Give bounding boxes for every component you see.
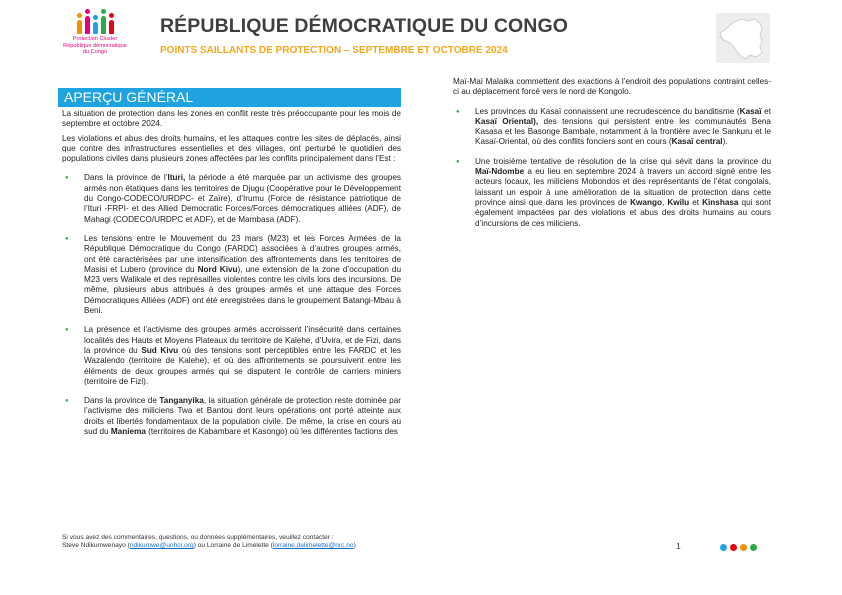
- province-kasai: Kasaï: [739, 106, 762, 116]
- dot-blue-icon: [720, 544, 727, 551]
- text: Les tensions entre le Mouvement du 23 mars (M23) et les Forces Armées de la République Démocratique du Congo (FARDC) associées à d’autres groupes armés, ont été caractérisées par une intensification des affrontements dans les territoires de Masisi et Lubero (province du: [84, 233, 401, 274]
- text: ,: [661, 197, 668, 207]
- drc-map-icon: [716, 13, 770, 63]
- intro-paragraph: La situation de protection dans les zones en conflit reste très préoccupante pour les mois de septembre et octobre 2024.: [62, 109, 401, 129]
- people-figures-icon: [62, 12, 128, 34]
- bullet-nord-kivu: [62, 234, 401, 316]
- text: a eu lieu en septembre 2024 à travers un accord signé entre les acteurs locaux, les miliciens Mobondos et des représentants de l’état congolais, laissant un espoir à une amélioration de la situation de protection dans cette province ainsi que dans les provinces de: [475, 167, 771, 207]
- logo-line-3: du Congo: [82, 49, 108, 56]
- continuation-paragraph: Maï-Maï Malaika commettent des exactions à l’endroit des populations contraint celles-ci au déplacement forcé vers le nord de Kongolo.: [453, 77, 771, 97]
- left-column: [62, 109, 401, 437]
- text: Dans la province de l’: [84, 173, 168, 183]
- dot-red-icon: [730, 544, 737, 551]
- left-bullet-list: [62, 173, 401, 437]
- text: Les provinces du Kasaï connaissent une recrudescence du banditisme (: [475, 106, 740, 116]
- bullet-mai-ndombe: [453, 157, 771, 229]
- right-column: [453, 77, 771, 229]
- text: ).: [722, 137, 728, 147]
- figure-red: [109, 20, 114, 34]
- brand-dots: [720, 544, 757, 551]
- section-heading: APERÇU GÉNÉRAL: [58, 88, 401, 106]
- right-bullet-list: [453, 107, 771, 229]
- text: ): [353, 542, 356, 550]
- province-nord-kivu: Nord Kivu: [197, 264, 238, 274]
- dot-green-icon: [750, 544, 757, 551]
- logo-line-2: République démocratique: [63, 42, 127, 49]
- text: et: [761, 106, 771, 116]
- text: Dans la province de: [84, 396, 160, 406]
- text: (territoires de Kabambare et Kasongo) où les différentes factions des: [145, 427, 398, 437]
- province-kinshasa: Kinshasa: [702, 197, 739, 207]
- text: Steve Ndikumwenayo (: [62, 542, 130, 550]
- bullet-ituri: [62, 173, 401, 224]
- figure-blue: [93, 22, 98, 34]
- violations-paragraph: Les violations et abus des droits humains, et les attaques contre les sites de déplacés, ainsi que contre des infrastructures essentielles et des villages, ont perturbé le quotidien des populations civiles dans plusieurs zones affectées par les conflits principalement dans l’Est :: [62, 133, 401, 164]
- text: qui sont également impactées par des violations et abus des droits humains au cours d’incursions de ces miliciens.: [475, 197, 771, 228]
- figure-orange: [77, 20, 82, 34]
- figure-green: [101, 16, 106, 34]
- footer-line-1: Si vous avez des commentaires, questions, ou données supplémentaires, veuillez contacter :: [62, 534, 334, 541]
- footer-line-2: [62, 542, 356, 550]
- text: et: [689, 197, 703, 207]
- contact-footer: [62, 534, 356, 551]
- text: Une troisième tentative de résolution de la crise qui sévit dans la province du: [475, 156, 771, 166]
- bullet-kasai: [453, 107, 771, 148]
- province-ituri: Ituri,: [167, 173, 186, 183]
- bullet-tanganyika: [62, 396, 401, 437]
- logo-text: [62, 36, 128, 56]
- text: ), une extension de la zone d’occupation du M23 vers Walikale et des représailles violentes contre les civils lors des incursions. De même, plusieurs abus attribués à des groupes armés et une attaque des Forces Démocratiques Alliées (ADF) ont été enregistrées dans le groupement Batangi-Mbau à Beni.: [84, 264, 401, 316]
- page-subtitle: POINTS SAILLANTS DE PROTECTION – SEPTEMBRE ET OCTOBRE 2024: [160, 45, 508, 56]
- bullet-sud-kivu: [62, 325, 401, 387]
- province-mai-ndombe: Maï-Ndombe: [475, 167, 525, 177]
- page-number: 1: [676, 541, 681, 551]
- province-tanganyika: Tanganyika: [159, 396, 204, 406]
- email-link-delimelette[interactable]: lorraine.delimelette@nrc.no: [272, 542, 354, 550]
- text: , la situation générale de protection reste dominée par l’activisme des miliciens Twa et Bantou dont leurs opérations ont porté atteinte aux droits et libertés fondamentaux de la population civile. De même, la crise en cours au sud du: [84, 396, 401, 437]
- province-kasai-oriental: Kasaï Oriental),: [475, 116, 539, 126]
- text: ) ou Lorraine de Limelette (: [193, 542, 273, 550]
- text: la période a été marquée par un activisme des groupes armés non étatiques dans les territoires de Djugu (Coopérative pour le Développement du Congo-CODECO/URDPC- et Zaïre), d’Irumu (Force de résistance patriotique de l’Ituri -FRPI- et des Allied Democratic Forces/Forces démocratiques alliées (ADF), de Mahagi (CODECO/URDPC et ADF), et de Mambasa (ADF).: [84, 173, 401, 224]
- province-sud-kivu: Sud Kivu: [141, 345, 179, 355]
- province-maniema: Maniema: [110, 427, 146, 437]
- logo-line-1: Protection Cluster: [72, 36, 118, 42]
- dot-orange-icon: [740, 544, 747, 551]
- protection-cluster-logo: [62, 12, 128, 56]
- text: où des tensions sont perceptibles entre les FARDC et les Wazalendo (territoire de Kalehe), et où des affrontements se poursuivent entre les éléments de deux groupes armés qui se disputent le contrôle de carriers miniers (territoire de Fizi).: [84, 345, 401, 386]
- text: des tensions qui persistent entre les communautés Bena Kasasa et les Basonge Bambale, notamment à la frontière avec le Sankuru et le Kasaï-Oriental, où des conflits fonciers sont en cours (: [475, 116, 771, 147]
- figure-magenta: [85, 16, 90, 34]
- section-divider: [58, 106, 401, 107]
- email-link-ndikumwe[interactable]: ndikumwe@unhcr.org: [129, 542, 194, 550]
- province-kasai-central: Kasaï central: [671, 137, 723, 147]
- province-kwango: Kwango: [630, 197, 662, 207]
- province-kwilu: Kwilu: [667, 197, 690, 207]
- text: La présence et l’activisme des groupes armés accroissent l’insécurité dans certaines localités des Hauts et Moyens Plateaux du territoire de Kalehe, d’Uvira, et de Fizi, dans la province du: [84, 325, 401, 355]
- page-title: RÉPUBLIQUE DÉMOCRATIQUE DU CONGO: [160, 15, 569, 37]
